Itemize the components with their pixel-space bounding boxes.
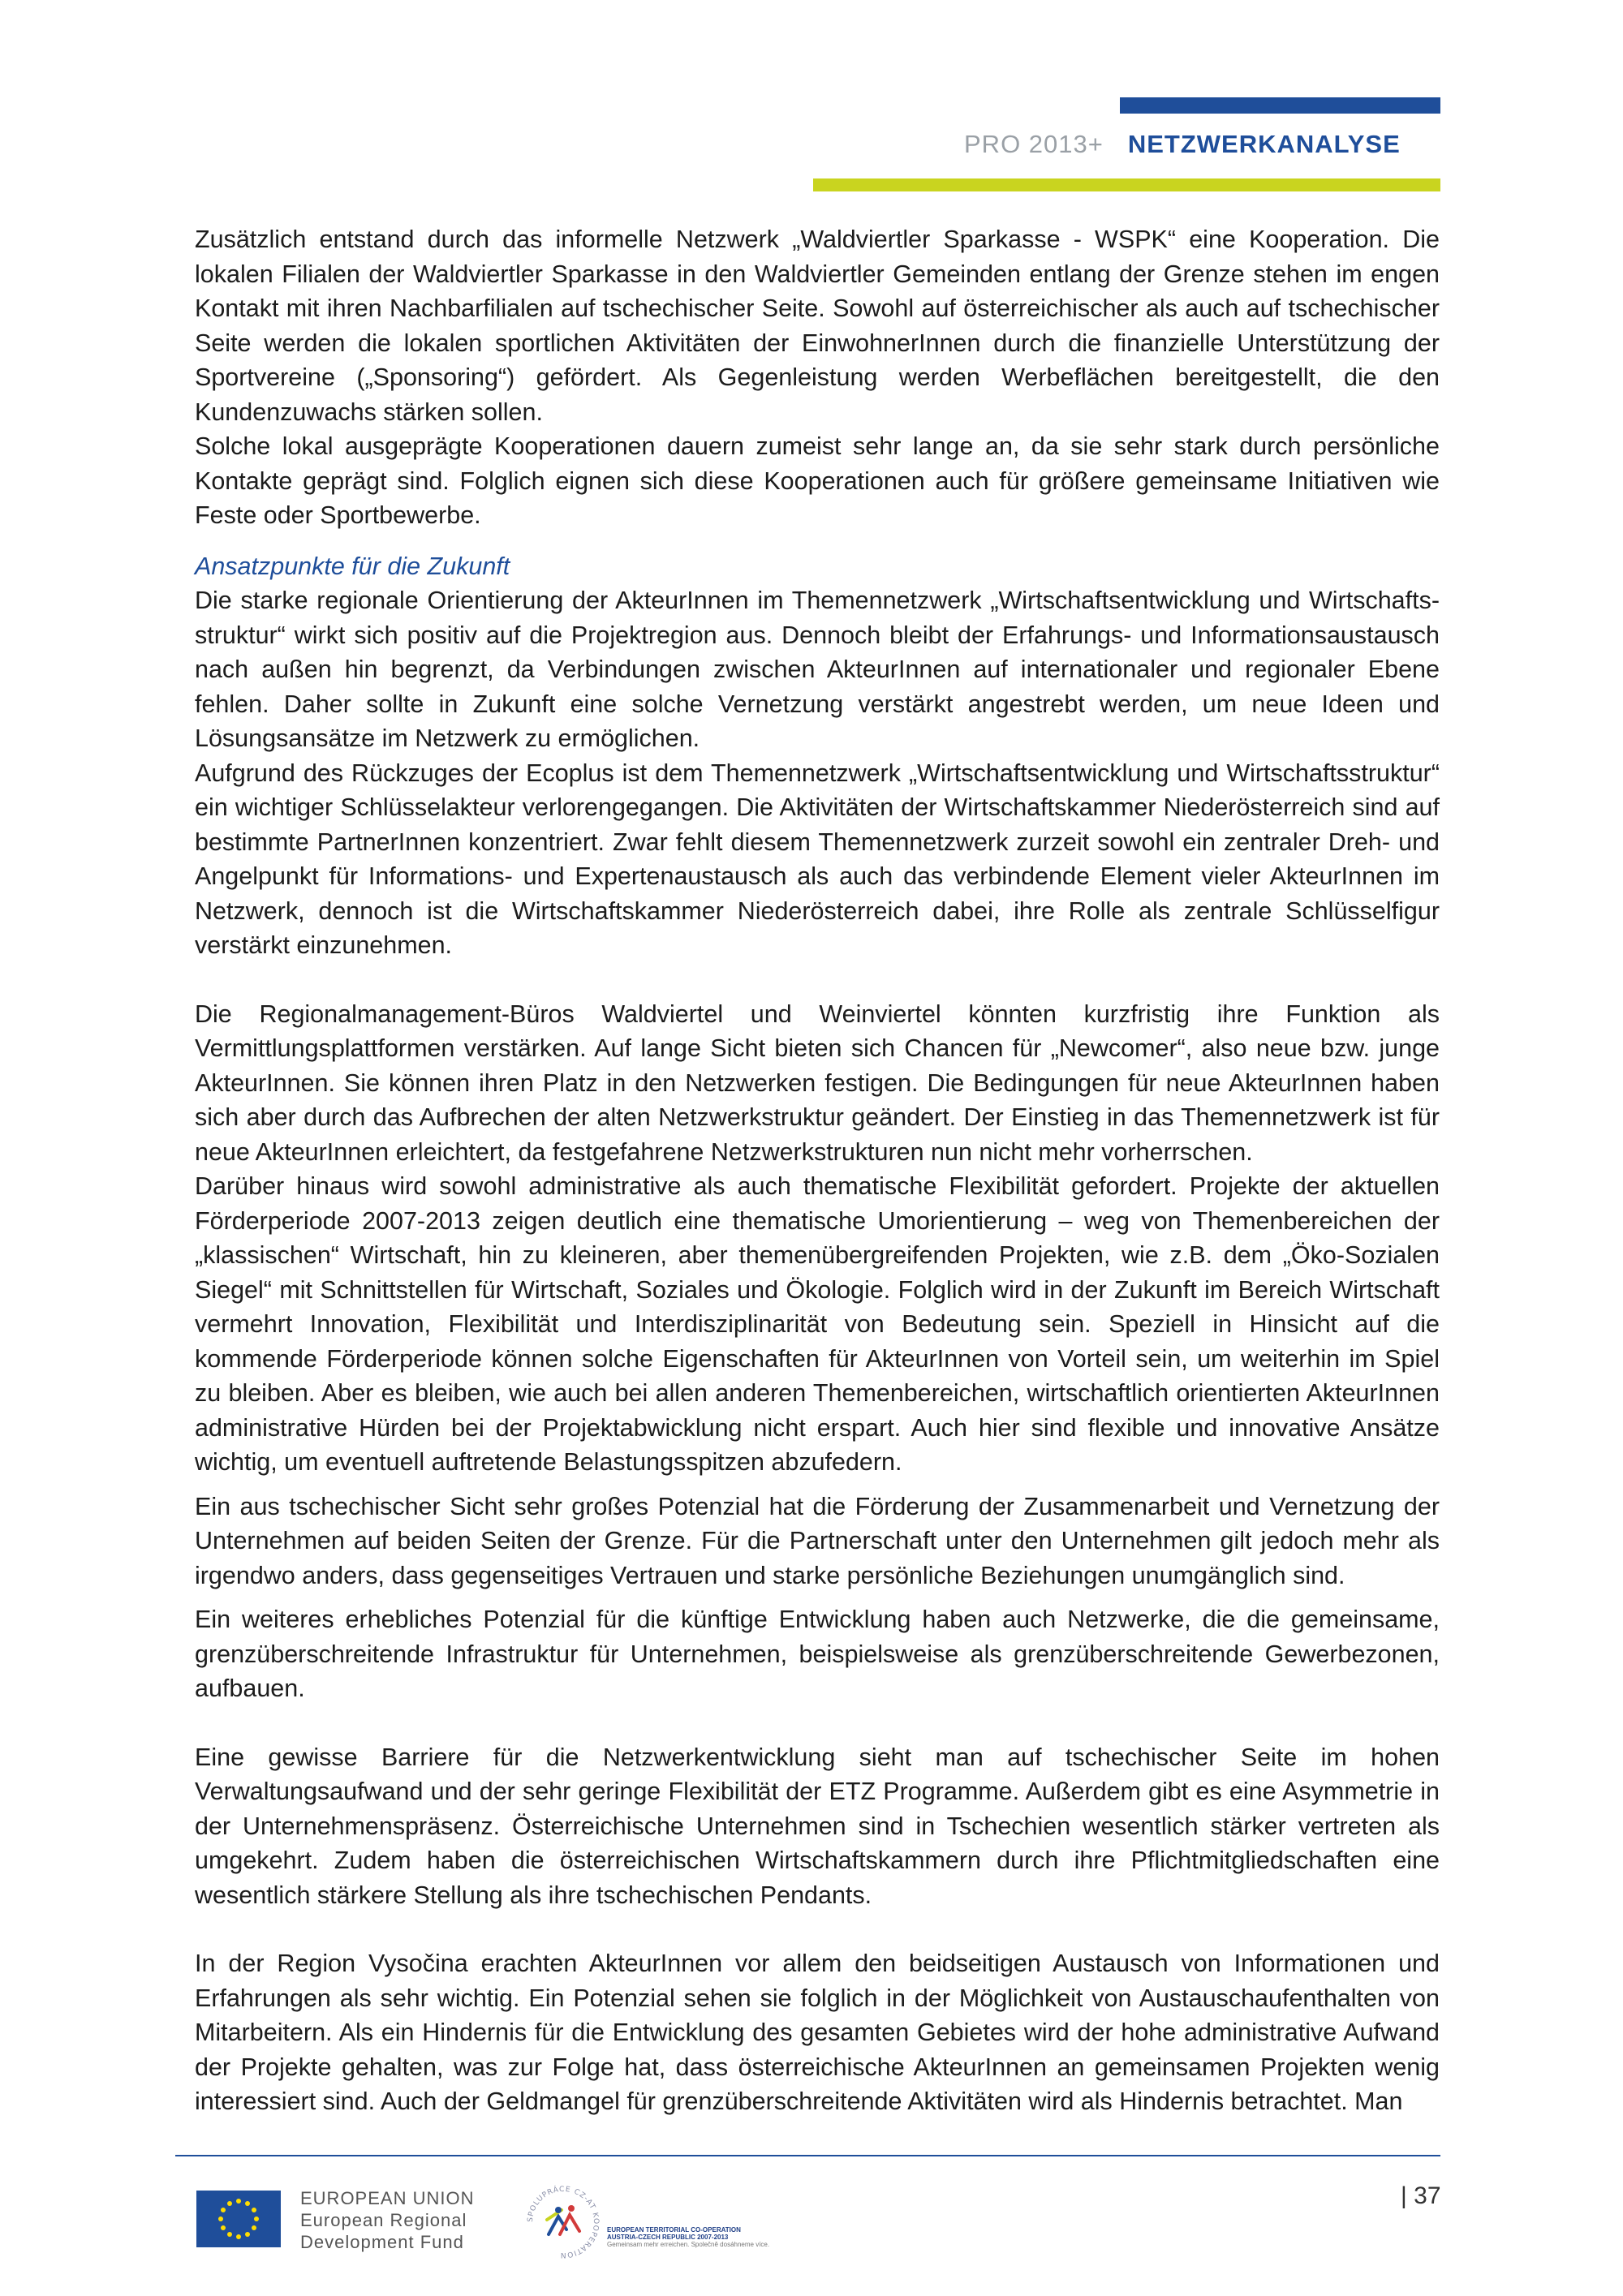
body-paragraph: Aufgrund des Rückzuges der Ecoplus ist dem Themennetzwerk „Wirtschaftsentwicklung und Wirtschaftsstruktur“ ein wichtiger Schlüsselakteur verlorengegangen. Die Aktivitäten der Wirtschaftskammer Niederösterreich sind auf bestimmte PartnerInnen konzentriert. Zwar fehlt diesem Themennetzwerk zurzeit sowohl ein zentraler Dreh- und Angelpunkt für Informations- und Expertenaustausch als auch das verbindende Element vieler AkteurInnen im Netzwerk, dennoch ist die Wirtschaftskammer Niederösterreich dabei, ihre Rolle als zentrale Schlüsselfigur verstärkt einzunehmen.	[195, 759, 1440, 959]
etz-ring-text: SPOLUPRÁCE CZ-AT KOOPERATION	[526, 2185, 601, 2259]
body-paragraph: Darüber hinaus wird sowohl administrative als auch thematische Flexibilität gefordert. Projekte der aktuellen Förderperiode 2007-2013 zeigen deutlich eine thematische Umorientierung – weg von Themenbereichen der „klassischen“ Wirtschaft, hin zu kleineren, aber themenübergreifenden Projekten, wie z.B. dem „Öko-Sozialen Siegel“ mit Schnittstellen für Wirtschaft, Soziales und Ökologie. Folglich wird in der Zukunft im Bereich Wirtschaft vermehrt Innovation, Flexibilität und Interdisziplinarität von Bedeutung sein. Speziell in Hinsicht auf die kommende Förderperiode können solche Eigenschaften für AkteurInnen von Vorteil sein, um weiterhin im Spiel zu bleiben. Aber es bleiben, wie auch bei allen anderen Themenbereichen, wirtschaftlich orientierten AkteurInnen administrative Hürden bei der Projektabwicklung nicht erspart. Auch hier sind flexible und innovative Ansätze wichtig, um eventuell auftretende Belastungsspitzen abzufedern.	[195, 1172, 1440, 1476]
header-section-title: NETZWERKANALYSE	[1127, 130, 1401, 158]
header-doc-code: PRO 2013+	[964, 130, 1104, 158]
eu-flag-icon	[196, 2191, 281, 2247]
body-paragraph: Ein aus tschechischer Sicht sehr großes Potenzial hat die Förderung der Zusammenarbeit und Vernetzung der Unternehmen auf beiden Seiten der Grenze. Für die Partnerschaft unter den Unternehmen gilt jedoch mehr als irgendwo anders, dass gegenseitiges Vertrauen und starke persönliche Beziehungen unumgänglich sind.	[195, 1492, 1440, 1589]
etz-line-3: Gemeinsam mehr erreichen. Společně dosáhneme více.	[607, 2241, 770, 2248]
eu-fund-label	[300, 2187, 474, 2253]
body-paragraph: Eine gewisse Barriere für die Netzwerkentwicklung sieht man auf tschechischer Seite im hohen Verwaltungsaufwand und der sehr geringe Flexibilität der ETZ Programme. Außerdem gibt es eine Asymmetrie in der Unternehmenspräsenz. Österreichische Unternehmen sind in Tschechien wesentlich stärker vertreten als umgekehrt. Zudem haben die österreichischen Wirtschaftskammern durch ihre Pflichtmitgliedschaften eine wesentlich stärkere Stellung als ihre tschechischen Pendants.	[195, 1743, 1440, 1909]
header-blue-bar	[1120, 97, 1440, 114]
body-paragraph: Ein weiteres erhebliches Potenzial für die künftige Entwicklung haben auch Netzwerke, die die gemeinsame, grenzüberschreitende Infrastruktur für Unternehmen, beispielsweise als grenzüberschreitende Gewerbezonen, aufbauen.	[195, 1606, 1440, 1702]
page-body	[195, 222, 1440, 2119]
eu-line-3: Development Fund	[300, 2232, 464, 2252]
etz-line-2: AUSTRIA-CZECH REPUBLIC 2007-2013	[607, 2234, 729, 2241]
eu-line-1: EUROPEAN UNION	[300, 2188, 475, 2208]
footer-divider	[175, 2155, 1440, 2156]
body-paragraph: Zusätzlich entstand durch das informelle Netzwerk „Waldviertler Sparkasse - WSPK“ eine Kooperation. Die lokalen Filialen der Waldviertler Sparkasse in den Waldviertler Gemeinden entlang der Grenze stehen im engen Kontakt mit ihren Nachbarfilialen auf tschechischer Seite. Sowohl auf österreichischer als auch auf tschechischer Seite werden die lokalen sportlichen Aktivitäten der EinwohnerInnen durch die finanzielle Unterstützung der Sportvereine („Sponsoring“) gefördert. Als Gegenleistung werden Werbeflächen bereitgestellt, die den Kundenzuwachs stärken sollen.	[195, 226, 1440, 426]
body-paragraph: Die Regionalmanagement-Büros Waldviertel und Weinviertel könnten kurzfristig ihre Funktion als Vermittlungsplattformen verstärken. Auf lange Sicht bieten sich Chancen für „Newcomer“, also neue bzw. junge AkteurInnen. Sie können ihren Platz in den Netzwerken festigen. Die Bedingungen für neue AkteurInnen haben sich aber durch das Aufbrechen der alten Netzwerkstruktur geändert. Der Einstieg in das Themennetzwerk ist für neue AkteurInnen erleichtert, da festgefahrene Netzwerkstrukturen nun nicht mehr vorherrschen.	[195, 1000, 1440, 1166]
section-heading: Ansatzpunkte für die Zukunft	[195, 552, 510, 580]
body-paragraph: Solche lokal ausgeprägte Kooperationen dauern zumeist sehr lange an, da sie sehr stark durch persönliche Kontakte geprägt sind. Folglich eignen sich diese Kooperationen auch für größere gemeinsame Initiativen wie Feste oder Sportbewerbe.	[195, 432, 1440, 529]
running-header	[964, 130, 1401, 166]
etz-programme-logo-icon	[524, 2178, 602, 2267]
eu-stars-icon	[196, 2191, 281, 2247]
etz-line-1: EUROPEAN TERRITORIAL CO-OPERATION	[607, 2226, 741, 2234]
header-yellow-bar	[813, 178, 1440, 191]
etz-programme-label	[607, 2226, 786, 2248]
body-paragraph: In der Region Vysočina erachten AkteurInnen vor allem den beidseitigen Austausch von Informationen und Erfahrungen als sehr wichtig. Ein Potenzial sehen sie folglich in der Möglichkeit von Austauschaufenthalten von Mitarbeitern. Als ein Hindernis für die Entwicklung des gesamten Gebietes wird der hohe administrative Aufwand der Projekte gehalten, was zur Folge hat, dass österreichische AkteurInnen an gemeinsamen Projekten wenig interessiert sind. Auch der Geldmangel für grenzüberschreitende Aktivitäten wird als Hindernis betrachtet. Man	[195, 1950, 1440, 2115]
page-number: | 37	[1401, 2182, 1441, 2209]
body-paragraph: Die starke regionale Orientierung der AkteurInnen im Themennetzwerk „Wirtschaftsentwicklung und Wirtschafts-struktur“ wirkt sich positiv auf die Projektregion aus. Dennoch bleibt der Erfahrungs- und Informationsaustausch nach außen hin begrenzt, da Verbindungen zwischen AkteurInnen auf internationaler und regionaler Ebene fehlen. Daher sollte in Zukunft eine solche Vernetzung verstärkt angestrebt werden, um neue Ideen und Lösungsansätze im Netzwerk zu ermöglichen.	[195, 587, 1440, 752]
eu-line-2: European Regional	[300, 2210, 467, 2230]
